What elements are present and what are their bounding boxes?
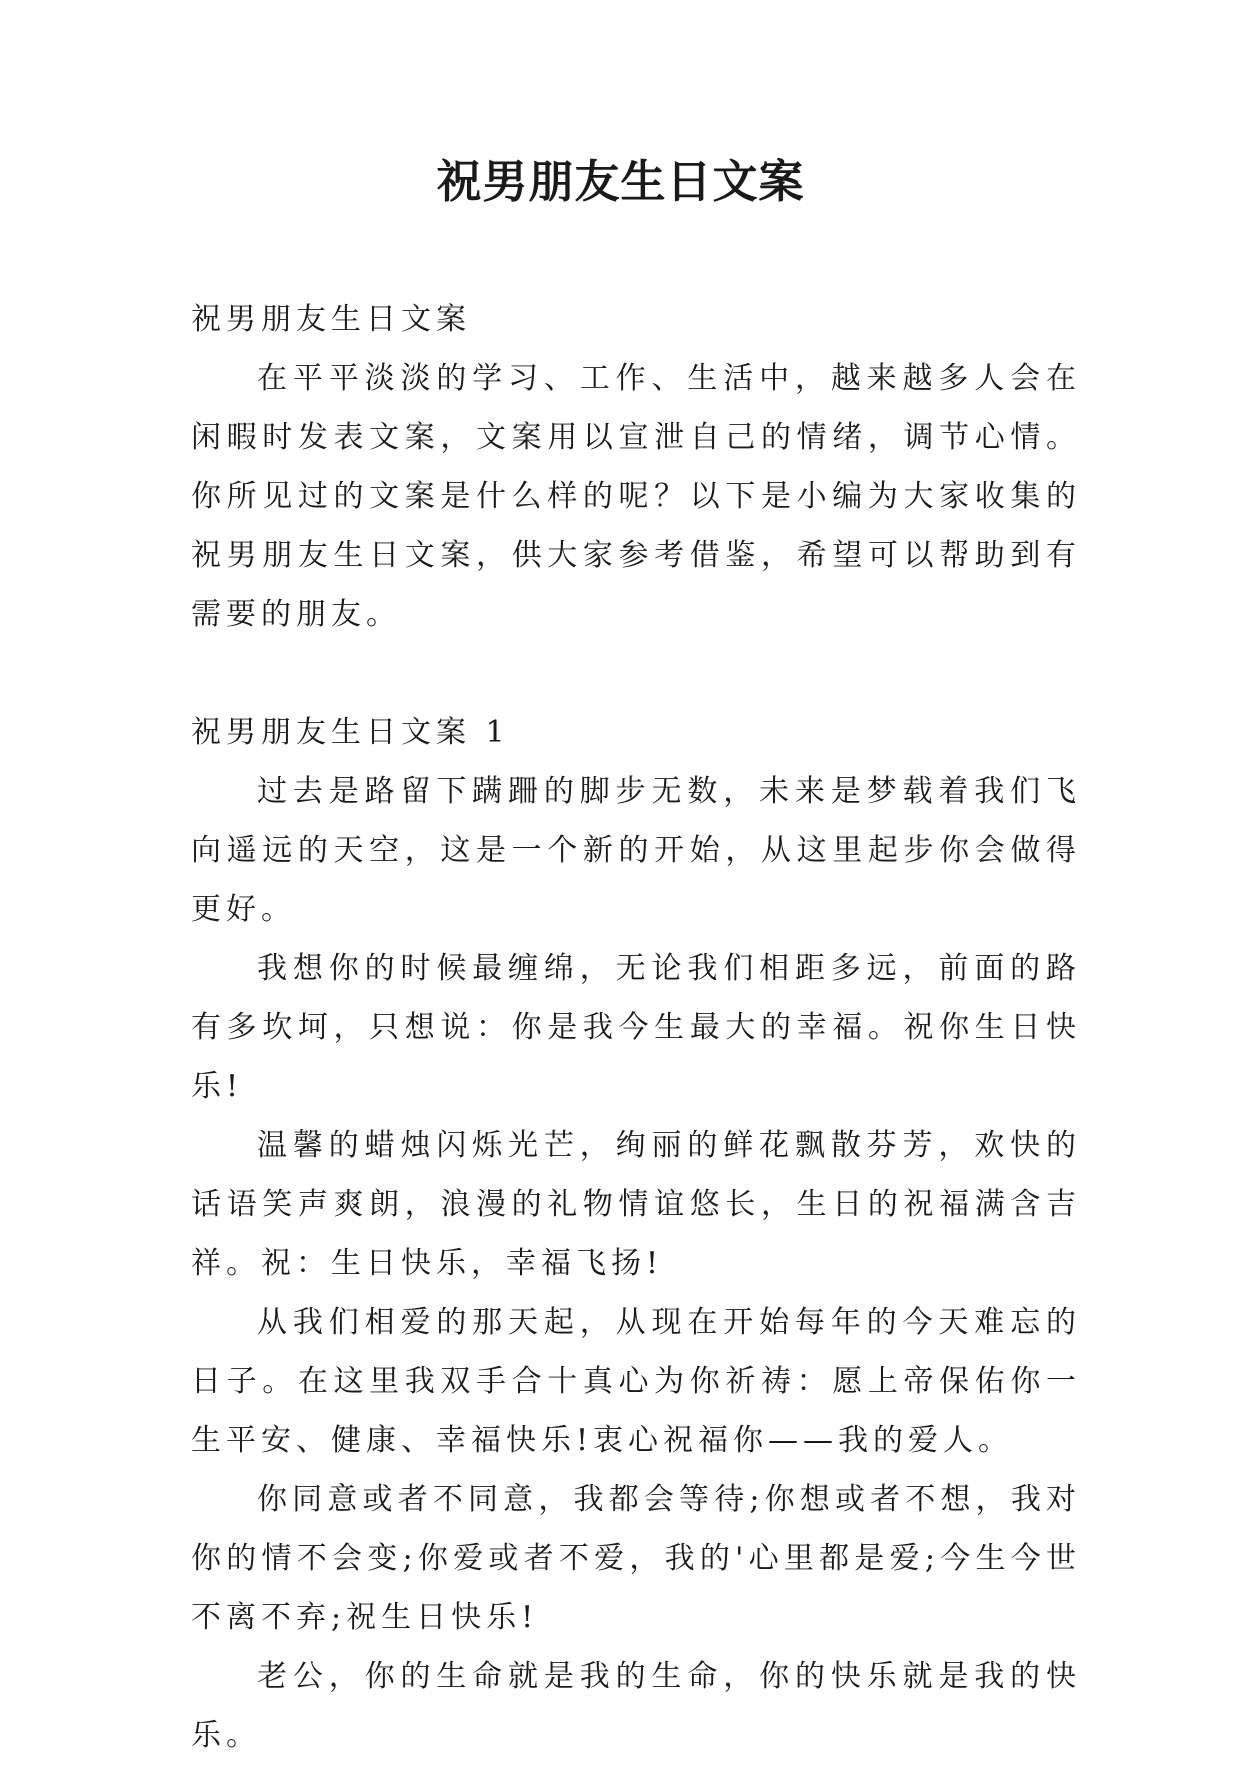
section-1-paragraph-4: 从我们相爱的那天起，从现在开始每年的今天难忘的日子。在这里我双手合十真心为你祈祷：愿上帝保佑你一生平安、健康、幸福快乐!衷心祝福你——我的爱人。 xyxy=(191,1305,1081,1458)
section-1-paragraph-3: 温馨的蜡烛闪烁光芒，绚丽的鲜花飘散芬芳，欢快的话语笑声爽朗，浪漫的礼物情谊悠长，生日的祝福满含吉祥。祝：生日快乐，幸福飞扬! xyxy=(191,1128,1081,1281)
section-1-paragraph-2: 我想你的时候最缠绵，无论我们相距多远，前面的路有多坎坷，只想说：你是我今生最大的幸福。祝你生日快乐! xyxy=(191,951,1081,1104)
intro-paragraph: 在平平淡淡的学习、工作、生活中，越来越多人会在闲暇时发表文案，文案用以宣泄自己的情绪，调节心情。你所见过的文案是什么样的呢？以下是小编为大家收集的祝男朋友生日文案，供大家参考借鉴，希望可以帮助到有需要的朋友。 xyxy=(191,361,1081,632)
intro-heading: 祝男朋友生日文案 xyxy=(191,302,471,337)
section-1-paragraph-5: 你同意或者不同意，我都会等待;你想或者不想，我对你的情不会变;你爱或者不爱，我的'心里都是爱;今生今世不离不弃;祝生日快乐! xyxy=(191,1482,1081,1635)
document-body xyxy=(191,290,1081,1765)
section-spacer xyxy=(191,644,1081,703)
document-title: 祝男朋友生日文案 xyxy=(436,155,805,208)
section-1-paragraph-6: 老公，你的生命就是我的生命，你的快乐就是我的快乐。 xyxy=(191,1659,1081,1753)
section-1-paragraph-1: 过去是路留下蹒跚的脚步无数，未来是梦载着我们飞向遥远的天空，这是一个新的开始，从这里起步你会做得更好。 xyxy=(191,774,1081,927)
section-1-heading: 祝男朋友生日文案 1 xyxy=(191,715,510,750)
